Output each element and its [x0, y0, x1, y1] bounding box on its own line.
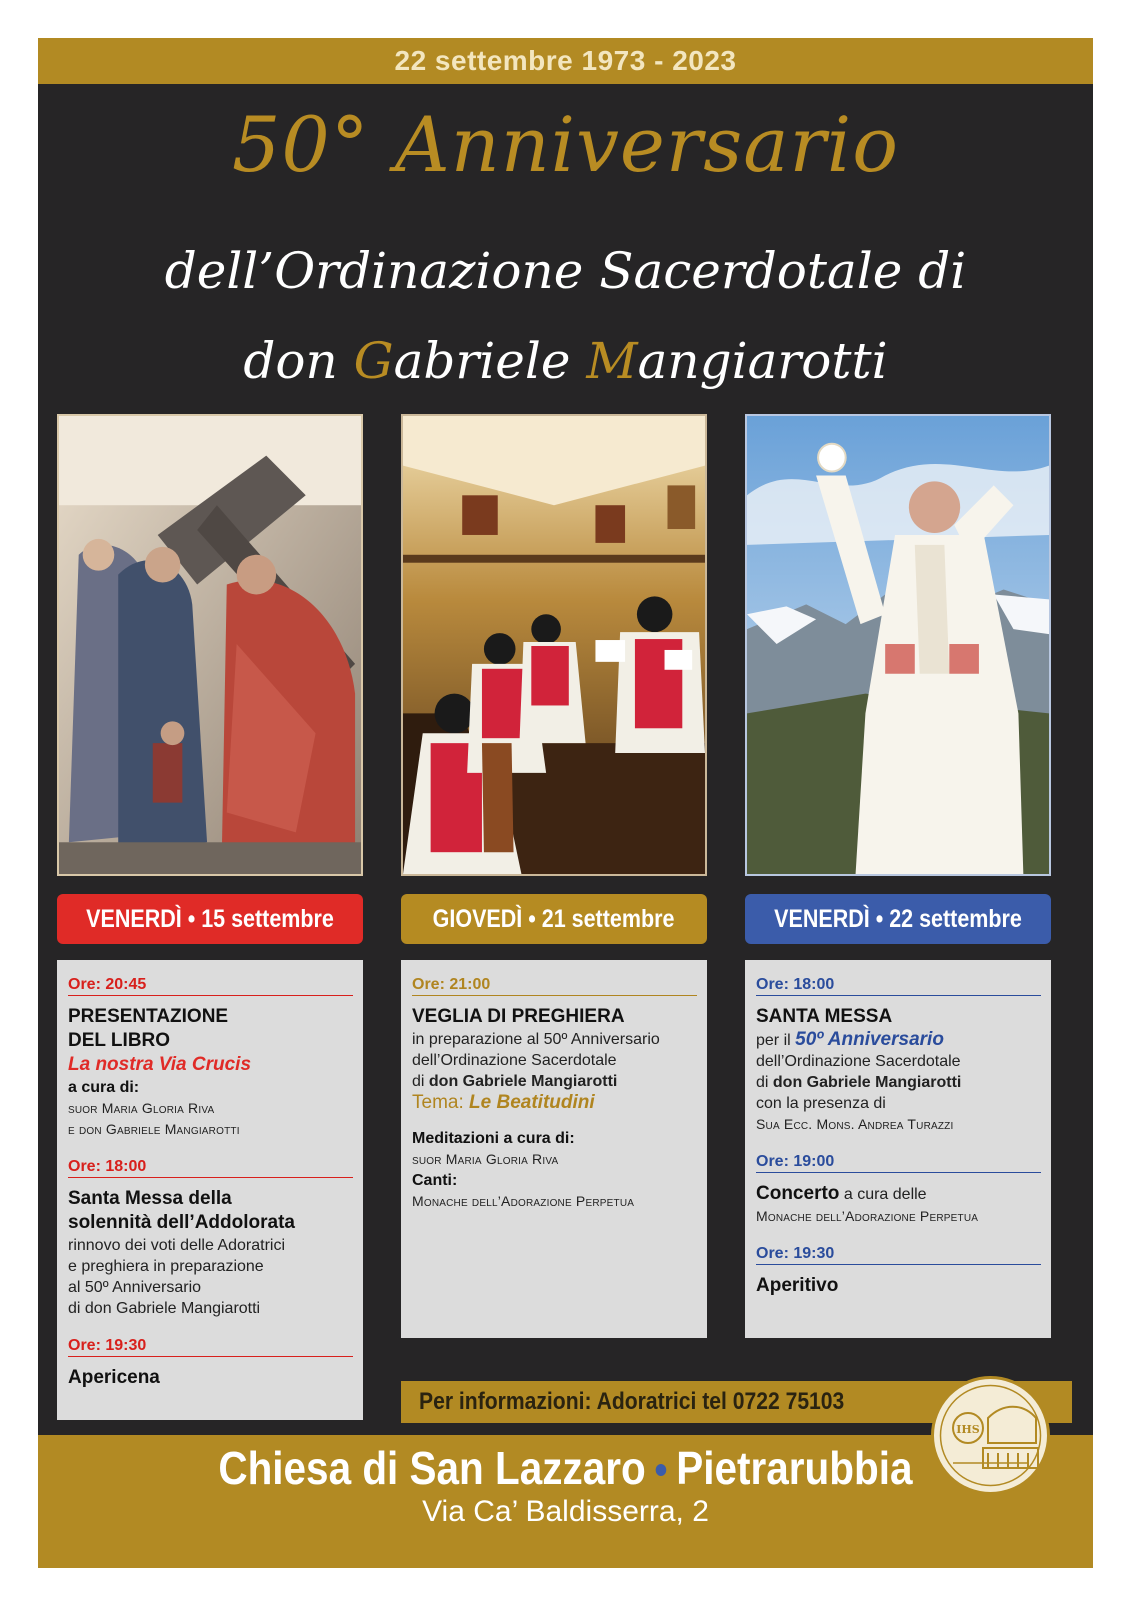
- poster: [38, 38, 1093, 1568]
- day-bar-friday-15: [57, 894, 363, 944]
- title-first-name-rest: abriele: [393, 332, 587, 390]
- curated-by-label: a cura di:: [68, 1079, 140, 1096]
- event-time: Ore: 18:00: [68, 1158, 353, 1178]
- event-description: in preparazione al 50º Anniversario: [412, 1031, 660, 1048]
- meditations-label: Meditazioni a cura di:: [412, 1130, 575, 1147]
- event-title: Apericena: [68, 1367, 160, 1388]
- event-description: di don Gabriele Mangiarotti: [68, 1300, 261, 1317]
- seal-monogram: IHS: [956, 1423, 980, 1436]
- speaker-name: e don Gabriele Mangiarotti: [68, 1121, 240, 1137]
- speaker-name: suor Maria Gloria Riva: [68, 1100, 215, 1116]
- program-panel-sept-22: [745, 960, 1051, 1338]
- town-name: Pietrarubbia: [676, 1442, 913, 1494]
- event-title: solennità dell’Addolorata: [68, 1212, 295, 1233]
- priest-name: don Gabriele Mangiarotti: [428, 1073, 618, 1090]
- anniversary-dates: 22 settembre 1973 - 2023: [394, 45, 737, 76]
- title-initial-m: M: [586, 332, 638, 390]
- title-main: 50° Anniversario: [232, 100, 899, 189]
- bishop-name: Sua Ecc. Mons. Andrea Turazzi: [756, 1116, 954, 1132]
- venue-address: Via Ca’ Baldisserra, 2: [422, 1495, 709, 1528]
- photo-via-crucis-sculpture: [57, 414, 363, 876]
- event-description: rinnovo dei voti delle Adoratrici: [68, 1237, 286, 1254]
- title-ordination: dell’Ordinazione Sacerdotale di: [164, 242, 967, 300]
- event-description: e preghiera in preparazione: [68, 1258, 264, 1275]
- event-time: Ore: 19:00: [756, 1153, 1041, 1173]
- concert-line: [756, 1182, 1041, 1206]
- event-title: Santa Messa della: [68, 1188, 232, 1209]
- event-description: al 50º Anniversario: [68, 1279, 202, 1296]
- text-prefix: di: [412, 1073, 429, 1090]
- title-don: don: [243, 332, 354, 390]
- event-title: VEGLIA DI PREGHIERA: [412, 1006, 625, 1027]
- photo-priest-mountain-mass: [745, 414, 1051, 876]
- event-description: [756, 1029, 1041, 1051]
- program-panel-sept-21: [401, 960, 707, 1338]
- day-bar-thursday-21: [401, 894, 707, 944]
- event-description: dell’Ordinazione Sacerdotale: [412, 1052, 617, 1069]
- separator-dot: •: [654, 1446, 668, 1493]
- contact-info: Per informazioni: Adoratrici tel 0722 75103: [419, 1388, 845, 1415]
- theme-label: Tema:: [412, 1092, 470, 1113]
- event-time: Ore: 19:30: [756, 1245, 1041, 1265]
- community-seal-logo: [928, 1373, 1053, 1498]
- event-time: Ore: 20:45: [68, 976, 353, 996]
- day-label-friday-15: VENERDÌ • 15 settembre: [86, 905, 334, 933]
- event-description: con la presenza di: [756, 1095, 886, 1112]
- day-label-thursday-21: GIOVEDÌ • 21 settembre: [433, 905, 675, 933]
- event-title: DEL LIBRO: [68, 1030, 171, 1051]
- theme-line: [412, 1092, 697, 1114]
- event-time: Ore: 19:30: [68, 1337, 353, 1357]
- church-name: Chiesa di San Lazzaro: [218, 1442, 646, 1494]
- priest-name: don Gabriele Mangiarotti: [772, 1074, 962, 1091]
- day-label-friday-22: VENERDÌ • 22 settembre: [774, 905, 1022, 933]
- date-band: [38, 38, 1093, 84]
- theme-value: Le Beatitudini: [469, 1092, 595, 1113]
- event-title: SANTA MESSA: [756, 1006, 893, 1027]
- title-surname-rest: angiarotti: [637, 332, 888, 390]
- event-description: dell’Ordinazione Sacerdotale: [756, 1053, 961, 1070]
- meditations-speaker: suor Maria Gloria Riva: [412, 1151, 559, 1167]
- photo-nuns-chapel: [401, 414, 707, 876]
- day-bar-friday-22: [745, 894, 1051, 944]
- title-initial-g: G: [353, 332, 394, 390]
- event-title: PRESENTAZIONE: [68, 1006, 229, 1027]
- event-title: Concerto: [756, 1183, 840, 1204]
- songs-performers: Monache dell’Adorazione Perpetua: [412, 1193, 635, 1209]
- event-title: Aperitivo: [756, 1275, 839, 1296]
- concert-performers: Monache dell’Adorazione Perpetua: [756, 1208, 979, 1224]
- event-description: [756, 1072, 1041, 1093]
- text-prefix: per il: [756, 1032, 796, 1049]
- anniversary-highlight: 50º Anniversario: [795, 1029, 944, 1050]
- title-priest-name: [38, 332, 1093, 390]
- text-prefix: di: [756, 1074, 773, 1091]
- event-description: [412, 1071, 697, 1092]
- program-panel-sept-15: [57, 960, 363, 1420]
- book-title: La nostra Via Crucis: [68, 1054, 252, 1075]
- event-time: Ore: 21:00: [412, 976, 697, 996]
- event-time: Ore: 18:00: [756, 976, 1041, 996]
- curated-by-label: a cura delle: [839, 1186, 927, 1203]
- songs-label: Canti:: [412, 1172, 458, 1189]
